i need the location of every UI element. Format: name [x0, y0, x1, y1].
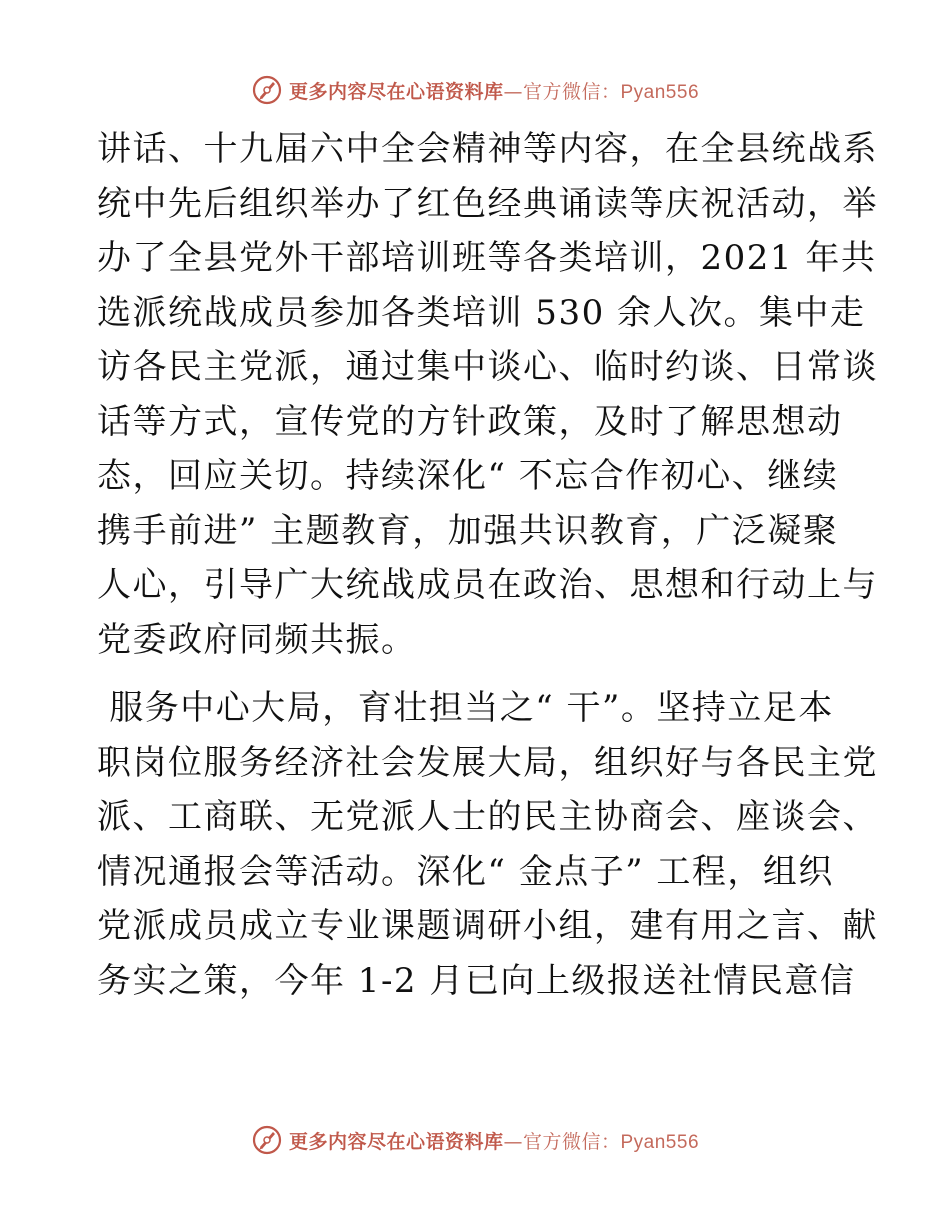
- header-brand-text: 更多内容尽在心语资料库: [288, 80, 504, 103]
- text-line: 态，回应关切。持续深化“ 不忘合作初心、继续: [97, 456, 839, 496]
- footer-banner-text: [289, 1127, 699, 1154]
- text-line: 携手前进” 主题教育，加强共识教育，广泛凝聚: [97, 510, 839, 551]
- text-line: 统中先后组织举办了红色经典诵读等庆祝活动，举: [97, 183, 878, 224]
- document-body: [97, 122, 878, 1008]
- text-line: 访各民主党派，通过集中谈心、临时约谈、日常谈: [97, 347, 878, 387]
- header-wechat-label: 官方微信：: [522, 80, 621, 103]
- text-line: 服务中心大局，育壮担当之“ 干”。坚持立足本: [97, 688, 834, 728]
- footer-wechat-label: 官方微信：: [522, 1130, 621, 1153]
- text-line: 人心，引导广大统战成员在政治、思想和行动上与: [97, 565, 878, 605]
- text-line: 话等方式，宣传党的方针政策，及时了解思想动: [97, 401, 843, 442]
- text-line: 派、工商联、无党派人士的民主协商会、座谈会、: [97, 797, 878, 837]
- text-line: 党派成员成立专业课题调研小组，建有用之言、献: [97, 906, 878, 946]
- footer-wechat-id: Pyan556: [620, 1131, 700, 1153]
- quill-pen-logo-icon: [251, 74, 283, 106]
- text-line: 选派统战成员参加各类培训 530 余人次。集中走: [97, 292, 866, 333]
- header-separator: —: [503, 80, 523, 103]
- header-wechat-id: Pyan556: [620, 81, 700, 103]
- footer-brand-text: 更多内容尽在心语资料库: [288, 1130, 504, 1153]
- paragraph-1: [97, 122, 878, 667]
- text-line: 办了全县党外干部培训班等各类培训，2021 年共: [97, 238, 877, 278]
- paragraph-2: [97, 681, 878, 1008]
- paragraph-gap: [97, 667, 857, 681]
- footer-banner: [0, 1120, 950, 1160]
- text-line: 讲话、十九届六中全会精神等内容，在全县统战系: [97, 129, 878, 169]
- text-line: 职岗位服务经济社会发展大局，组织好与各民主党: [97, 742, 878, 783]
- header-banner: [0, 70, 950, 110]
- text-line: 务实之策，今年 1-2 月已向上级报送社情民意信: [97, 960, 856, 1001]
- footer-separator: —: [503, 1130, 523, 1153]
- quill-pen-logo-icon: [251, 1124, 283, 1156]
- text-line: 情况通报会等活动。深化“ 金点子” 工程，组织: [97, 851, 834, 892]
- header-banner-text: [289, 77, 699, 104]
- text-line: 党委政府同频共振。: [97, 619, 417, 660]
